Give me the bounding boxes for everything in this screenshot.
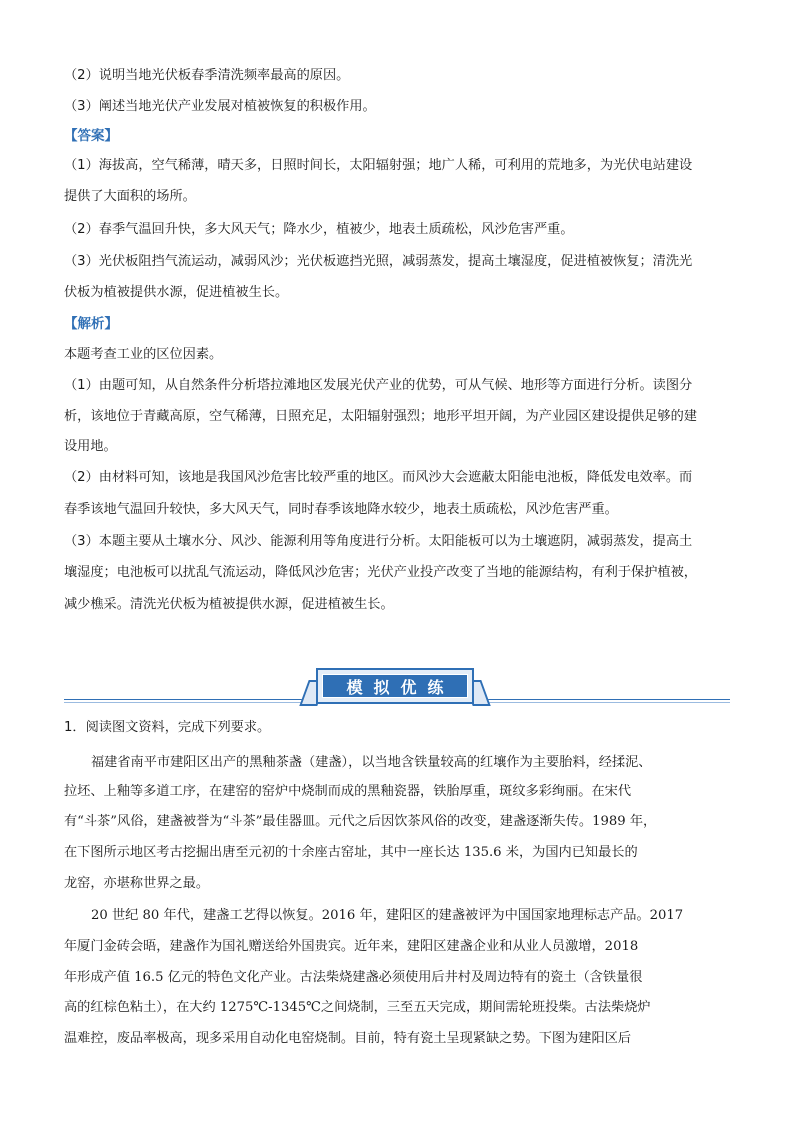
answer-3-line-2: 伏板为植被提供水源，促进植被生长。 <box>64 285 289 300</box>
analysis-3-line-2: 壤湿度；电池板可以扰乱气流运动，降低风沙危害；光伏产业投产改变了当地的能源结构，有利于保护植被， <box>64 565 697 580</box>
material-p1-line-5: 龙窑，亦堪称世界之最。 <box>64 876 210 891</box>
answer-1-line-2: 提供了大面积的场所。 <box>64 189 196 204</box>
answer-2: （2）春季气温回升快，多大风天气；降水少，植被少，地表土质疏松，风沙危害严重。 <box>64 222 574 237</box>
material-p1-line-3: 有“斗茶”风俗，建盏被誉为“斗茶”最佳器皿。元代之后因饮茶风俗的改变，建盏逐渐失传。1989 年， <box>64 814 657 829</box>
exercise-1-prompt: 1．阅读图文资料，完成下列要求。 <box>64 720 271 735</box>
analysis-2-line-2: 春季该地气温回升较快，多大风天气，同时春季该地降水较少，地表土质疏松，风沙危害严重。 <box>64 502 618 517</box>
answer-3-line-1: （3）光伏板阻挡气流运动，减弱风沙；光伏板遮挡光照，减弱蒸发，提高土壤湿度，促进植被恢复；清洗光 <box>64 254 693 269</box>
material-p2-line-5: 温难控，废品率极高，现多采用自动化电窑烧制。目前，特有瓷土呈现紧缺之势。下图为建阳区后 <box>64 1031 632 1046</box>
material-p1-line-1: 福建省南平市建阳区出产的黑釉茶盏（建盏），以当地含铁量较高的红壤作为主要胎料，经揉泥、 <box>91 755 652 770</box>
material-p2-line-2: 年厦门金砖会晤，建盏作为国礼赠送给外国贵宾。近年来，建阳区建盏企业和从业人员激增，2018 <box>64 939 639 954</box>
analysis-1-line-3: 设用地。 <box>64 439 117 454</box>
analysis-heading: 【解析】 <box>64 316 118 332</box>
section-banner <box>304 664 486 708</box>
analysis-3-line-3: 减少樵采。清洗光伏板为植被提供水源，促进植被生长。 <box>64 597 394 612</box>
banner-title: 模拟优练 <box>346 677 455 697</box>
material-p2-line-4: 高的红棕色粘土），在大约 1275℃-1345℃之间烧制，三至五天完成，期间需轮班投柴。古法柴烧炉 <box>64 1000 651 1015</box>
banner-frame <box>316 668 474 704</box>
analysis-1-line-2: 析，该地位于青藏高原，空气稀薄，日照充足，太阳辐射强烈；地形平坦开阔，为产业园区建设提供足够的建 <box>64 409 697 424</box>
answer-heading: 【答案】 <box>64 128 118 144</box>
question-2: （2）说明当地光伏板春季清洗频率最高的原因。 <box>64 68 350 83</box>
material-p1-line-4: 在下图所示地区考古挖掘出唐至元初的十余座古窑址，其中一座长达 135.6 米，为国内已知最长的 <box>64 845 638 860</box>
answer-1-line-1: （1）海拔高，空气稀薄，晴天多，日照时间长，太阳辐射强；地广人稀，可利用的荒地多，为光伏电站建设 <box>64 158 693 173</box>
question-3: （3）阐述当地光伏产业发展对植被恢复的积极作用。 <box>64 99 376 114</box>
analysis-1-line-1: （1）由题可知，从自然条件分析塔拉滩地区发展光伏产业的优势，可从气候、地形等方面进行分析。读图分 <box>64 378 693 393</box>
analysis-2-line-1: （2）由材料可知，该地是我国风沙危害比较严重的地区。而风沙大会遮蔽太阳能电池板，降低发电效率。而 <box>64 470 693 485</box>
analysis-3-line-1: （3）本题主要从土壤水分、风沙、能源利用等角度进行分析。太阳能板可以为土壤遮阴，减弱蒸发，提高土 <box>64 534 693 549</box>
material-p1-line-2: 拉坯、上釉等多道工序，在建窑的窑炉中烧制而成的黑釉瓷器，铁胎厚重，斑纹多彩绚丽。在宋代 <box>64 784 632 799</box>
material-p2-line-1: 20 世纪 80 年代，建盏工艺得以恢复。2016 年，建阳区的建盏被评为中国国家地理标志产品。2017 <box>91 908 684 923</box>
banner-plate <box>322 674 468 698</box>
material-p2-line-3: 年形成产值 16.5 亿元的特色文化产业。古法柴烧建盏必须使用后井村及周边特有的瓷土（含铁量很 <box>64 970 643 985</box>
analysis-intro: 本题考查工业的区位因素。 <box>64 347 223 362</box>
